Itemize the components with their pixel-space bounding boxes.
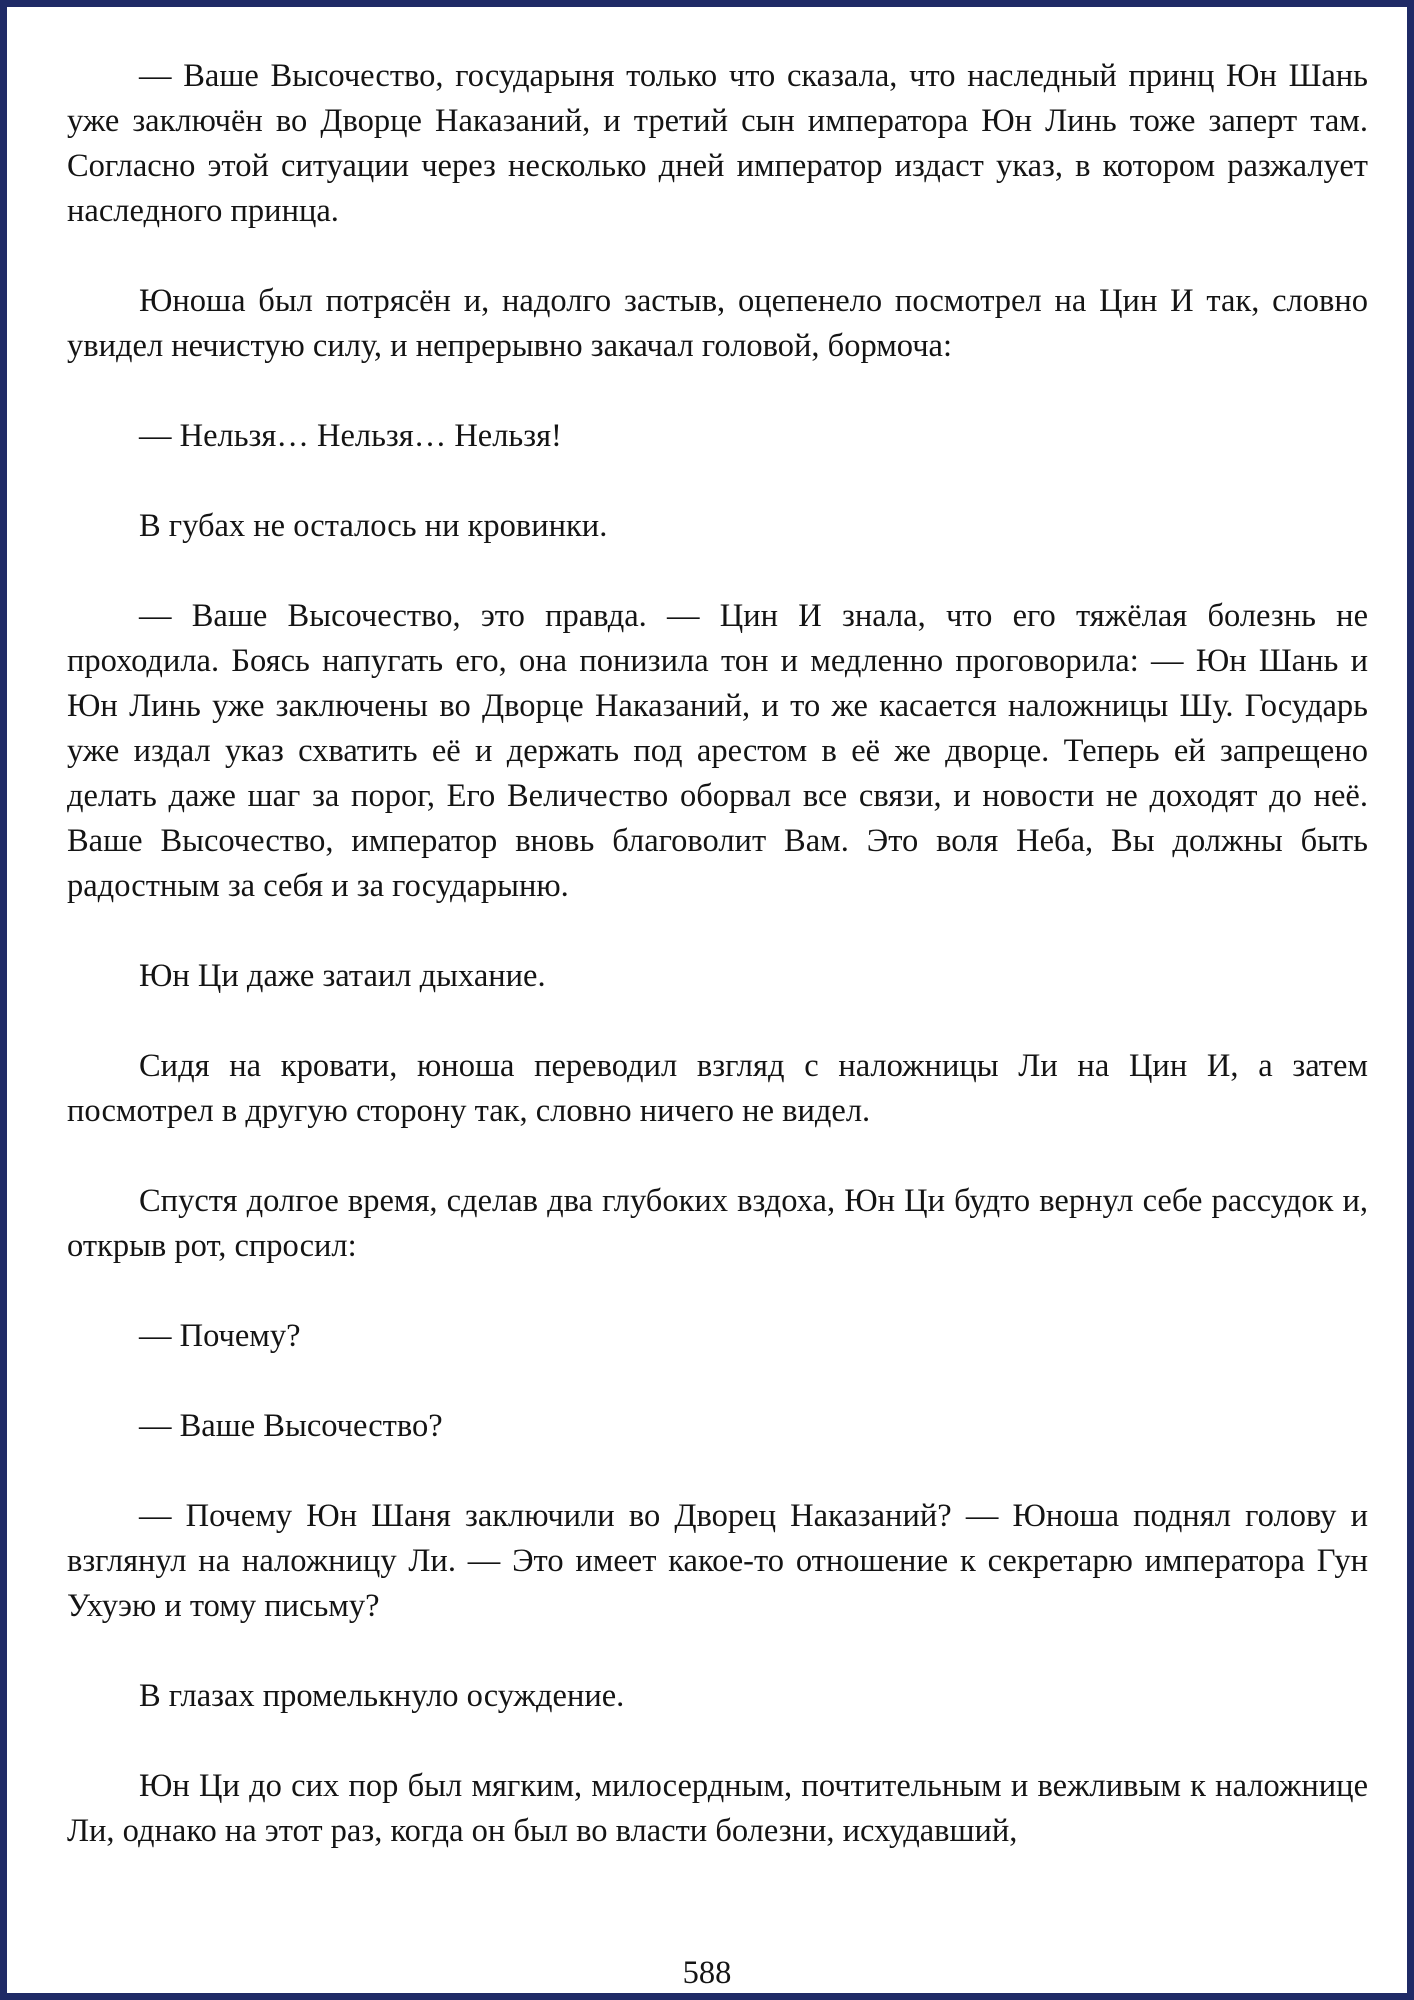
paragraph-2: Юноша был потрясён и, надолго застыв, оцепенело посмотрел на Цин И так, словно увидел нечистую силу, и непрерывно закачал головой, бормоча: — [67, 283, 1368, 364]
paragraph-6: Юн Ци даже затаил дыхание. — [139, 958, 546, 994]
paragraph-13: Юн Ци до сих пор был мягким, милосердным, почтительным и вежливым к наложнице Ли, однако на этот раз, когда он был во власти болезни, исхудавший, — [67, 1768, 1368, 1849]
paragraph-12: В глазах промелькнуло осуждение. — [139, 1678, 625, 1714]
paragraph-9: — Почему? — [139, 1318, 301, 1354]
paragraph-4: В губах не осталось ни кровинки. — [139, 508, 608, 544]
paragraph-11: — Почему Юн Шаня заключили во Дворец Наказаний? — Юноша поднял голову и взглянул на наложницу Ли. — Это имеет какое-то отношение к секретарю императора Гун Ухуэю и тому письму? — [67, 1498, 1368, 1624]
paragraph-3: — Нельзя… Нельзя… Нельзя! — [139, 418, 562, 454]
page-body — [67, 54, 1368, 1899]
paragraph-8: Спустя долгое время, сделав два глубоких вздоха, Юн Ци будто вернул себе рассудок и, открыв рот, спросил: — [67, 1183, 1368, 1264]
paragraph-1: — Ваше Высочество, государыня только что сказала, что наследный принц Юн Шань уже заключён во Дворце Наказаний, и третий сын императора Юн Линь тоже заперт там. Согласно этой ситуации через несколько дней император издаст указ, в котором разжалует наследного принца. — [67, 58, 1368, 229]
paragraph-10: — Ваше Высочество? — [139, 1408, 443, 1444]
paragraph-7: Сидя на кровати, юноша переводил взгляд с наложницы Ли на Цин И, а затем посмотрел в другую сторону так, словно ничего не видел. — [67, 1048, 1368, 1129]
page-number: 588 — [682, 1955, 732, 1991]
paragraph-5: — Ваше Высочество, это правда. — Цин И знала, что его тяжёлая болезнь не проходила. Боясь напугать его, она понизила тон и медленно проговорила: — Юн Шань и Юн Линь уже заключены во Дворце Наказаний, и то же касается наложницы Шу. Государь уже издал указ схватить её и держать под арестом в её же дворце. Теперь ей запрещено делать даже шаг за порог, Его Величество оборвал все связи, и новости не доходят до неё. Ваше Высочество, император вновь благоволит Вам. Это воля Неба, Вы должны быть радостным за себя и за государыню. — [67, 598, 1368, 904]
